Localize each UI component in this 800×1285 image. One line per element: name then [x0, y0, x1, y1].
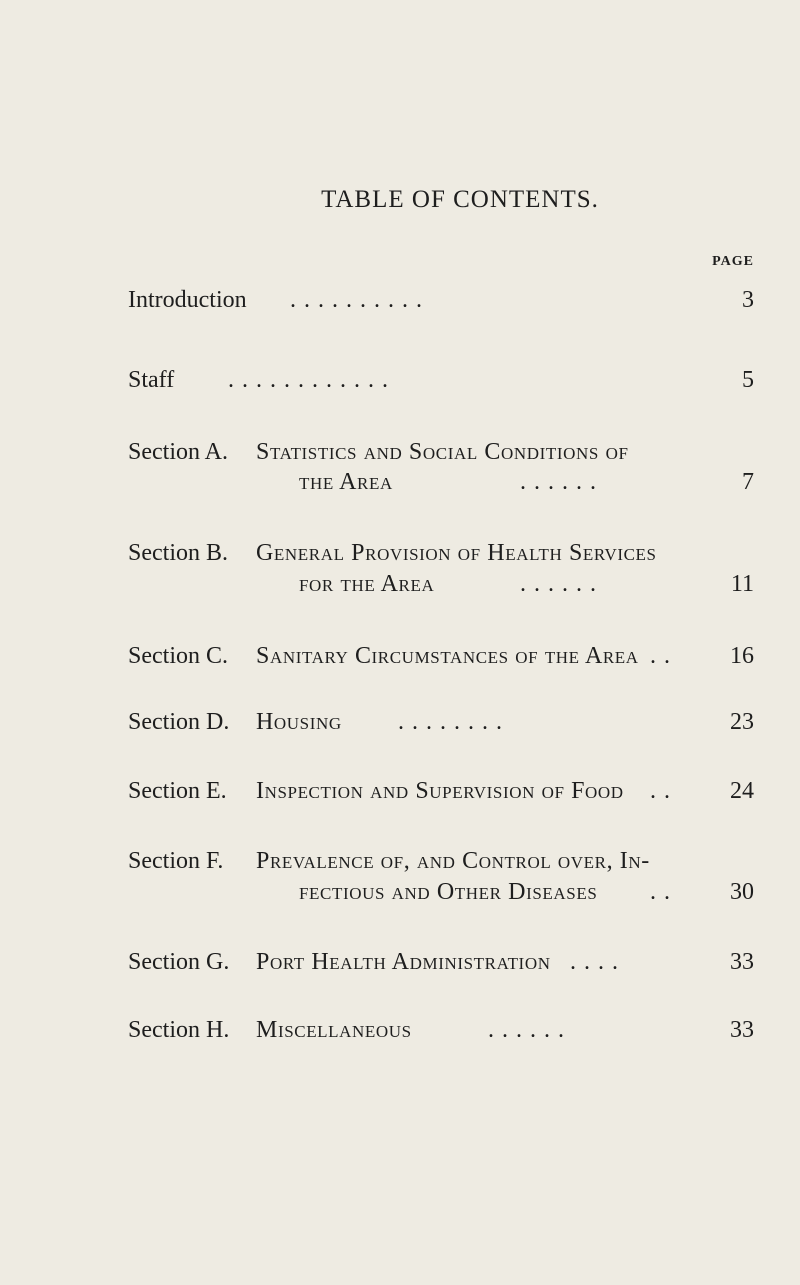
- toc-page-number: 23: [730, 709, 754, 735]
- section-label: Section H.: [128, 1017, 230, 1043]
- toc-entry-title: Prevalence of, and Control over, In-: [256, 848, 650, 874]
- toc-entry-title: Statistics and Social Conditions of: [256, 439, 629, 465]
- section-label: Section G.: [128, 949, 230, 975]
- toc-page-number: 5: [742, 367, 754, 393]
- toc-entry-title-continued: fectious and Other Diseases: [299, 879, 598, 905]
- toc-page-number: 16: [730, 643, 754, 669]
- leader-dots: . . . . . .: [520, 571, 597, 597]
- section-label: Section E.: [128, 778, 227, 804]
- leader-dots: . .: [650, 643, 671, 669]
- toc-page-number: 30: [730, 879, 754, 905]
- page-column-heading: PAGE: [712, 254, 754, 269]
- leader-dots: . . . . . . . . . . . .: [228, 367, 389, 393]
- section-label: Section B.: [128, 540, 228, 566]
- section-label: Section D.: [128, 709, 230, 735]
- leader-dots: . .: [650, 879, 671, 905]
- toc-page-number: 3: [742, 287, 754, 313]
- toc-entry-title: Housing: [256, 709, 342, 735]
- section-label: Section A.: [128, 439, 228, 465]
- toc-entry-title: Inspection and Supervision of Food: [256, 778, 624, 804]
- toc-page-number: 11: [730, 571, 754, 597]
- toc-page-number: 33: [730, 949, 754, 975]
- leader-dots: . . . . . . . . . .: [290, 287, 423, 313]
- leader-dots: . . . .: [570, 949, 619, 975]
- section-label: Section C.: [128, 643, 228, 669]
- toc-page-number: 33: [730, 1017, 754, 1043]
- toc-page-number: 7: [742, 469, 754, 495]
- toc-entry-title-continued: the Area: [299, 469, 393, 495]
- leader-dots: . . . . . .: [488, 1017, 565, 1043]
- toc-entry-title: General Provision of Health Services: [256, 540, 657, 566]
- toc-page-number: 24: [730, 778, 754, 804]
- toc-entry-title: Port Health Administration: [256, 949, 551, 975]
- toc-entry-title: Sanitary Circumstances of the Area: [256, 643, 639, 669]
- toc-entry-title-continued: for the Area: [299, 571, 435, 597]
- section-label: Section F.: [128, 848, 224, 874]
- toc-entry-title: Staff: [128, 367, 175, 393]
- toc-entry-title: Introduction: [128, 287, 247, 313]
- leader-dots: . .: [650, 778, 671, 804]
- page-title: TABLE OF CONTENTS.: [321, 186, 599, 213]
- leader-dots: . . . . . .: [520, 469, 597, 495]
- toc-entry-title: Miscellaneous: [256, 1017, 412, 1043]
- leader-dots: . . . . . . . .: [398, 709, 503, 735]
